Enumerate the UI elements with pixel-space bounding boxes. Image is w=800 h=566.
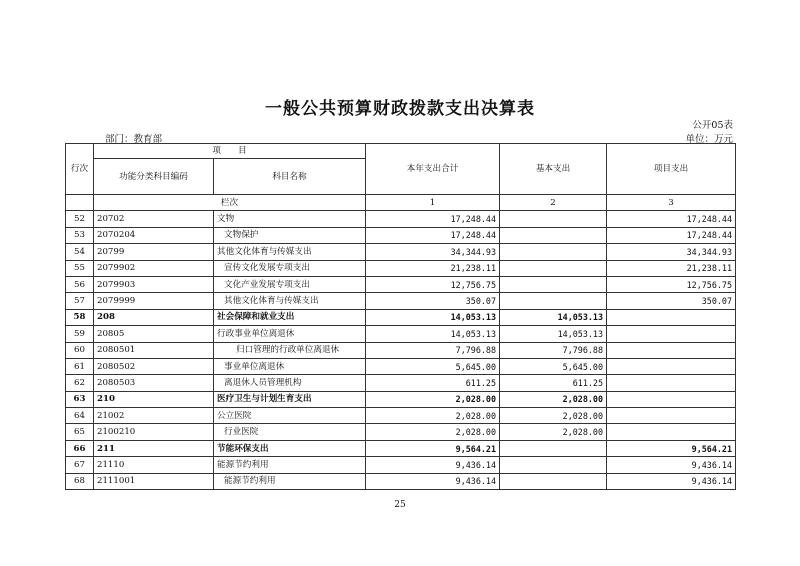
- row-no-cell: 62: [66, 375, 94, 391]
- header-col3: 3: [607, 195, 736, 211]
- page-title: 一般公共预算财政拨款支出决算表: [265, 99, 535, 119]
- project-cell: [607, 358, 736, 374]
- code-cell: 211: [94, 440, 214, 456]
- table-row: [66, 473, 736, 489]
- total-cell: 12,756.75: [366, 276, 500, 292]
- expenditure-table: [65, 143, 736, 490]
- project-cell: [607, 408, 736, 424]
- total-cell: 7,796.88: [366, 342, 500, 358]
- header-project: 项目支出: [607, 144, 736, 195]
- name-cell: 能源节约利用: [214, 457, 366, 473]
- project-cell: [607, 326, 736, 342]
- code-cell: 208: [94, 309, 214, 325]
- code-cell: 2079903: [94, 276, 214, 292]
- table-row: [66, 391, 736, 407]
- table-body: [66, 211, 736, 490]
- header-col2: 2: [500, 195, 607, 211]
- total-cell: 9,436.14: [366, 457, 500, 473]
- project-cell: [607, 375, 736, 391]
- row-no-cell: 56: [66, 276, 94, 292]
- department-label: 部门：教育部: [105, 134, 163, 145]
- code-cell: 2079902: [94, 260, 214, 276]
- basic-cell: [500, 276, 607, 292]
- project-cell: 34,344.93: [607, 244, 736, 260]
- basic-cell: [500, 211, 607, 227]
- basic-cell: [500, 244, 607, 260]
- code-cell: 21110: [94, 457, 214, 473]
- project-cell: 9,436.14: [607, 473, 736, 489]
- code-cell: 2080503: [94, 375, 214, 391]
- basic-cell: [500, 293, 607, 309]
- total-cell: 17,248.44: [366, 211, 500, 227]
- name-cell: 宣传文化发展专项支出: [214, 260, 366, 276]
- header-total: 本年支出合计: [366, 144, 500, 195]
- table-row: [66, 244, 736, 260]
- code-cell: 2111001: [94, 473, 214, 489]
- basic-cell: 2,028.00: [500, 424, 607, 440]
- code-cell: 20799: [94, 244, 214, 260]
- table-row: [66, 342, 736, 358]
- basic-cell: [500, 457, 607, 473]
- header-col1: 1: [366, 195, 500, 211]
- total-cell: 5,645.00: [366, 358, 500, 374]
- basic-cell: [500, 227, 607, 243]
- name-cell: 文物保护: [214, 227, 366, 243]
- project-cell: 12,756.75: [607, 276, 736, 292]
- project-cell: 9,436.14: [607, 457, 736, 473]
- total-cell: 17,248.44: [366, 227, 500, 243]
- header-col-label: 栏次: [94, 195, 366, 211]
- table-row: [66, 375, 736, 391]
- project-cell: [607, 309, 736, 325]
- basic-cell: [500, 440, 607, 456]
- total-cell: 2,028.00: [366, 408, 500, 424]
- header-code: 功能分类科目编码: [94, 159, 214, 195]
- code-cell: 2070204: [94, 227, 214, 243]
- row-no-cell: 63: [66, 391, 94, 407]
- table-row: [66, 326, 736, 342]
- name-cell: 医疗卫生与计划生育支出: [214, 391, 366, 407]
- name-cell: 行业医院: [214, 424, 366, 440]
- row-no-cell: 53: [66, 227, 94, 243]
- unit-label: 单位：万元: [685, 134, 733, 145]
- table-row: [66, 457, 736, 473]
- total-cell: 9,436.14: [366, 473, 500, 489]
- total-cell: 2,028.00: [366, 424, 500, 440]
- row-no-cell: 54: [66, 244, 94, 260]
- table-row: [66, 276, 736, 292]
- table-row: [66, 260, 736, 276]
- row-no-cell: 65: [66, 424, 94, 440]
- table-row: [66, 293, 736, 309]
- basic-cell: 2,028.00: [500, 408, 607, 424]
- table-row: [66, 408, 736, 424]
- header-row-no: 行次: [66, 144, 94, 195]
- code-cell: 2100210: [94, 424, 214, 440]
- name-cell: 能源节约利用: [214, 473, 366, 489]
- name-cell: 事业单位离退休: [214, 358, 366, 374]
- name-cell: 其他文化体育与传媒支出: [214, 293, 366, 309]
- row-no-cell: 57: [66, 293, 94, 309]
- code-cell: 20702: [94, 211, 214, 227]
- name-cell: 节能环保支出: [214, 440, 366, 456]
- total-cell: 611.25: [366, 375, 500, 391]
- row-no-cell: 55: [66, 260, 94, 276]
- header-item: 项 目: [94, 144, 366, 159]
- project-cell: 17,248.44: [607, 227, 736, 243]
- name-cell: 离退休人员管理机构: [214, 375, 366, 391]
- header-row-item: [66, 144, 736, 159]
- project-cell: 9,564.21: [607, 440, 736, 456]
- header-row-colnumbers: [66, 195, 736, 211]
- basic-cell: 5,645.00: [500, 358, 607, 374]
- row-no-cell: 61: [66, 358, 94, 374]
- basic-cell: 14,053.13: [500, 326, 607, 342]
- name-cell: 行政事业单位离退休: [214, 326, 366, 342]
- table-row: [66, 227, 736, 243]
- row-no-cell: 67: [66, 457, 94, 473]
- row-no-cell: 59: [66, 326, 94, 342]
- basic-cell: 7,796.88: [500, 342, 607, 358]
- total-cell: 350.07: [366, 293, 500, 309]
- name-cell: 文物: [214, 211, 366, 227]
- basic-cell: [500, 473, 607, 489]
- code-cell: 20805: [94, 326, 214, 342]
- page-number: 25: [394, 500, 406, 510]
- table-number: 公开05表: [692, 120, 733, 131]
- name-cell: 公立医院: [214, 408, 366, 424]
- header-name: 科目名称: [214, 159, 366, 195]
- name-cell: 归口管理的行政单位离退休: [214, 342, 366, 358]
- row-no-cell: 52: [66, 211, 94, 227]
- total-cell: 9,564.21: [366, 440, 500, 456]
- code-cell: 210: [94, 391, 214, 407]
- header-basic: 基本支出: [500, 144, 607, 195]
- row-no-cell: 64: [66, 408, 94, 424]
- total-cell: 2,028.00: [366, 391, 500, 407]
- table-row: [66, 440, 736, 456]
- project-cell: 21,238.11: [607, 260, 736, 276]
- project-cell: [607, 342, 736, 358]
- table-row: [66, 424, 736, 440]
- table-row: [66, 211, 736, 227]
- name-cell: 文化产业发展专项支出: [214, 276, 366, 292]
- header-col-blank: [66, 195, 94, 211]
- total-cell: 14,053.13: [366, 326, 500, 342]
- basic-cell: 2,028.00: [500, 391, 607, 407]
- project-cell: 350.07: [607, 293, 736, 309]
- total-cell: 14,053.13: [366, 309, 500, 325]
- code-cell: 2080501: [94, 342, 214, 358]
- basic-cell: 611.25: [500, 375, 607, 391]
- code-cell: 2079999: [94, 293, 214, 309]
- row-no-cell: 60: [66, 342, 94, 358]
- total-cell: 34,344.93: [366, 244, 500, 260]
- project-cell: [607, 391, 736, 407]
- row-no-cell: 68: [66, 473, 94, 489]
- name-cell: 其他文化体育与传媒支出: [214, 244, 366, 260]
- code-cell: 2080502: [94, 358, 214, 374]
- total-cell: 21,238.11: [366, 260, 500, 276]
- row-no-cell: 66: [66, 440, 94, 456]
- row-no-cell: 58: [66, 309, 94, 325]
- project-cell: 17,248.44: [607, 211, 736, 227]
- name-cell: 社会保障和就业支出: [214, 309, 366, 325]
- basic-cell: 14,053.13: [500, 309, 607, 325]
- project-cell: [607, 424, 736, 440]
- basic-cell: [500, 260, 607, 276]
- table-row: [66, 309, 736, 325]
- code-cell: 21002: [94, 408, 214, 424]
- table-row: [66, 358, 736, 374]
